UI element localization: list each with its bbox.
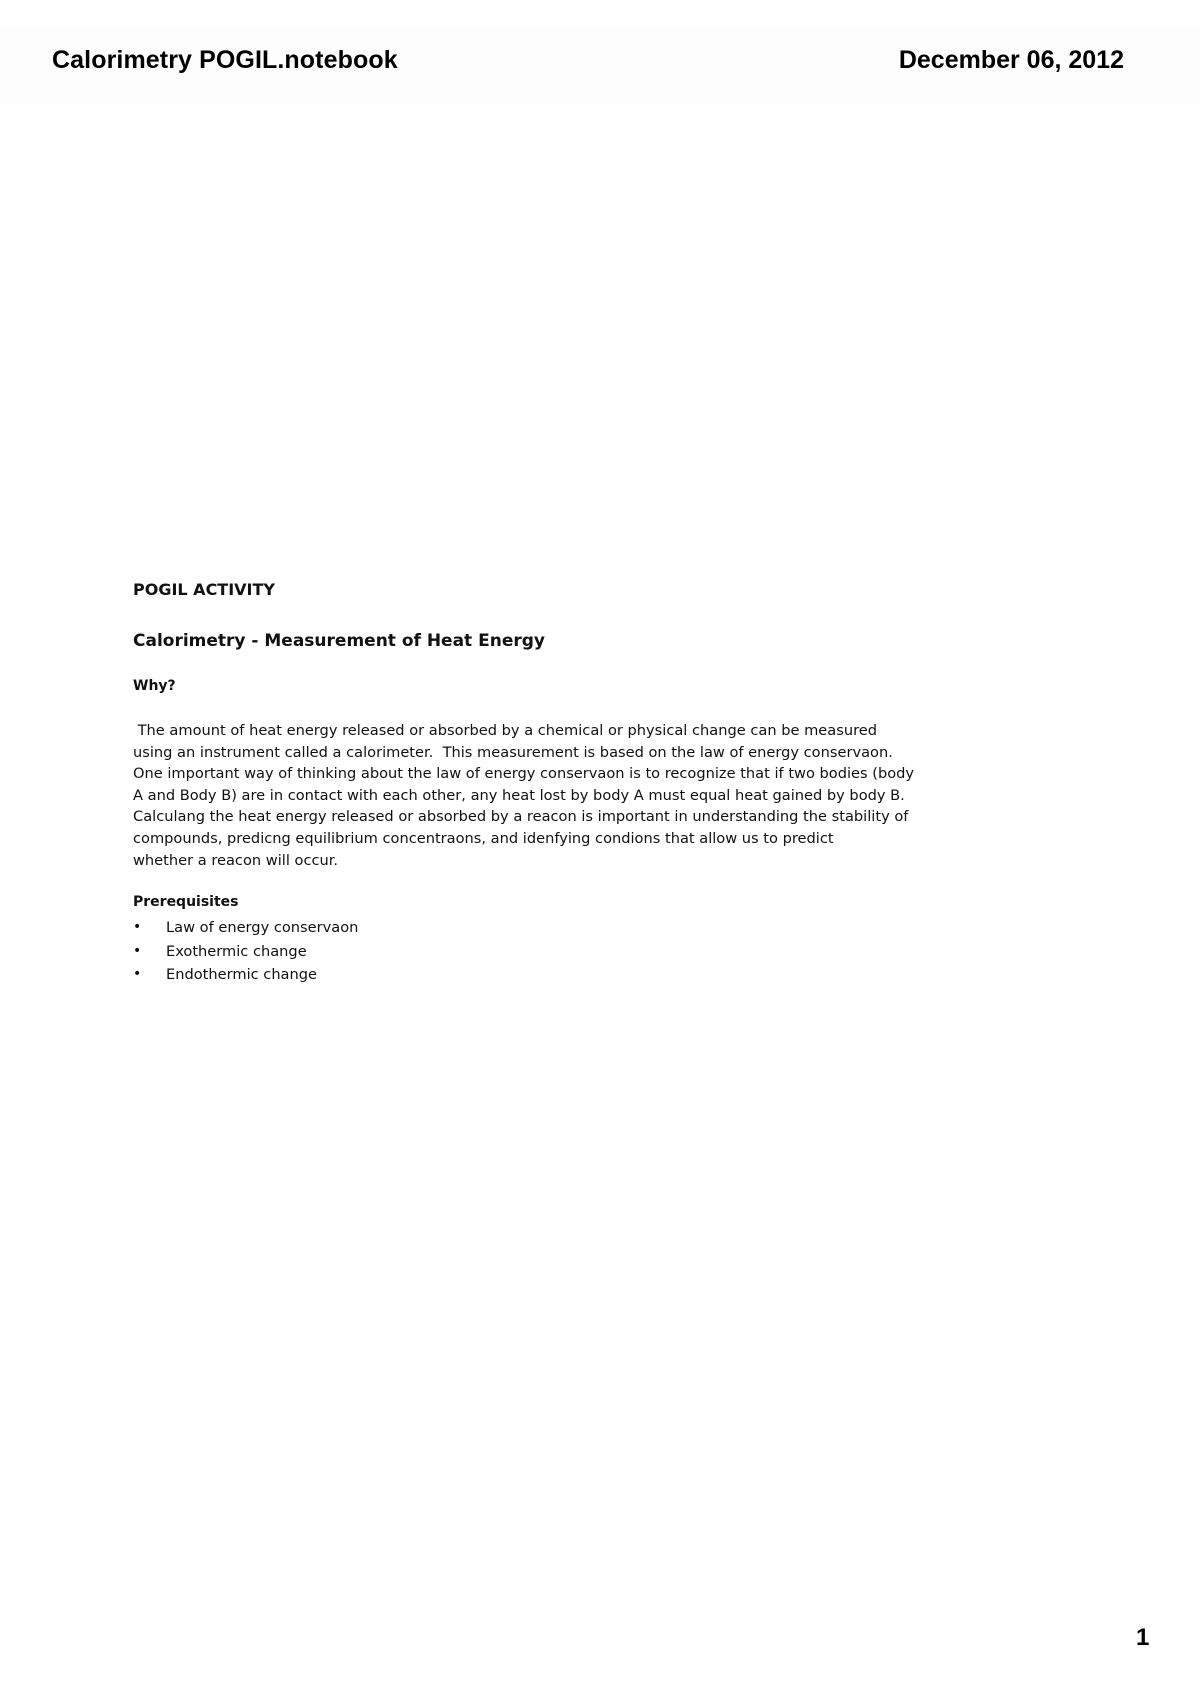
bullet-icon: • (133, 966, 142, 982)
why-line: A and Body B) are in contact with each other, any heat lost by body A must equal heat gained by body B. (133, 786, 905, 804)
why-line: compounds, predicng equilibrium concentraons, and idenfying condions that allow us to predict (133, 829, 834, 847)
why-line: whether a reacon will occur. (133, 851, 339, 869)
prerequisite-text: Law of energy conservaon (166, 919, 359, 936)
notebook-title: Calorimetry POGIL.notebook (52, 46, 398, 74)
why-heading: Why? (133, 678, 176, 694)
bullet-icon: • (133, 919, 142, 935)
why-line: The amount of heat energy released or absorbed by a chemical or physical change can be measured (133, 722, 877, 739)
prerequisite-text: Exothermic change (166, 942, 307, 960)
bullet-icon: • (133, 942, 142, 959)
activity-label: POGIL ACTIVITY (133, 580, 276, 599)
page-number: 1 (1136, 1624, 1150, 1651)
why-paragraph (133, 720, 923, 871)
why-line: Calculang the heat energy released or absorbed by a reacon is important in understanding the stability of (133, 808, 909, 826)
notebook-date: December 06, 2012 (898, 46, 1124, 74)
why-line: using an instrument called a calorimeter. This measurement is based on the law of energy conservaon. (133, 743, 893, 761)
activity-title: Calorimetry - Measurement of Heat Energy (133, 631, 545, 651)
why-line: One important way of thinking about the law of energy conservaon is to recognize that if two bodies (body (133, 765, 915, 783)
prerequisites-heading: Prerequisites (133, 894, 239, 910)
prerequisite-text: Endothermic change (166, 966, 317, 983)
